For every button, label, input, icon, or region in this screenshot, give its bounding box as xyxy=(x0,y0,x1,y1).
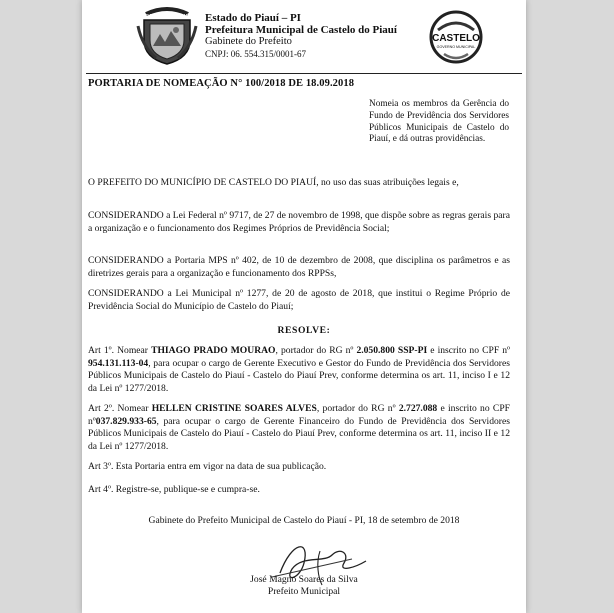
ementa: Nomeia os membros da Gerência do Fundo de Previdência dos Servidores Públicos Municipais de Castelo do Piauí, e dá outras providências. xyxy=(369,99,509,145)
header-divider xyxy=(86,73,522,74)
document-page xyxy=(82,0,526,613)
municipal-logo-icon xyxy=(418,10,494,64)
art1-prefix: Art 1º. Nomear xyxy=(88,345,152,356)
art2-text-2: e inscrito no CPF nº xyxy=(88,403,510,427)
document-title: PORTARIA DE NOMEAÇÃO N° 100/2018 DE 18.09.2018 xyxy=(88,78,355,89)
art1-cpf: 954.131.113-04 xyxy=(88,357,149,369)
considerando-3: CONSIDERANDO a Lei Municipal nº 1277, de 20 de agosto de 2018, que institui o Regime Próprio de Previdência Social do Município de Castelo do Piauí; xyxy=(88,288,510,312)
art1-rg: 2.050.800 SSP-PI xyxy=(356,345,428,356)
art2-name: HELLEN CRISTINE SOARES ALVES xyxy=(151,403,317,414)
art2-text-3: , para ocupar o cargo de Gerente Financeiro do Fundo de Previdência dos Servidores Públicos Municipais de Castelo do Piauí - Castelo do Piauí Prev, conforme determina os art. 11, inciso II e 12 da Lei nº 1277/2018. xyxy=(88,415,510,452)
logo-word: CASTELO xyxy=(432,33,480,44)
state-name: Estado do Piauí – PI xyxy=(205,12,301,24)
article-4: Art 4º. Registre-se, publique-se e cumpra-se. xyxy=(88,484,260,495)
cnpj: CNPJ: 06. 554.315/0001-67 xyxy=(205,49,307,59)
signer-role: Prefeito Municipal xyxy=(267,586,341,597)
art2-cpf: 037.829.933-65 xyxy=(95,415,157,427)
preamble: O PREFEITO DO MUNICÍPIO DE CASTELO DO PIAUÍ, no uso das suas atribuições legais e, xyxy=(88,177,459,188)
art1-text-2: e inscrito no CPF nº xyxy=(427,345,510,356)
article-2 xyxy=(88,403,510,453)
considerando-2: CONSIDERANDO a Portaria MPS nº 402, de 10 de dezembro de 2008, que disciplina os parâmetros e as diretrizes gerais para a organização e funcionamento dos RPPSs, xyxy=(88,255,510,279)
closing-line: Gabinete do Prefeito Municipal de Castelo do Piauí - PI, 18 de setembro de 2018 xyxy=(148,515,460,526)
signature-block xyxy=(82,574,526,598)
prefecture-name: Prefeitura Municipal de Castelo do Piauí xyxy=(205,24,397,36)
crest-text: CASTELO DO PIAUÍ xyxy=(145,13,189,18)
art1-name: THIAGO PRADO MOURAO xyxy=(151,345,276,356)
art1-text-1: , portador do RG nº xyxy=(275,345,357,356)
letterhead xyxy=(82,0,526,72)
article-1 xyxy=(88,345,510,395)
considerando-1: CONSIDERANDO a Lei Federal nº 9717, de 27 de novembro de 1998, que dispõe sobre as regras gerais para a organização e o funcionamento dos Regimes Próprios de Previdência Social; xyxy=(88,210,510,234)
art2-prefix: Art 2º. Nomear xyxy=(88,403,152,414)
letterhead-text xyxy=(205,12,397,60)
article-3: Art 3º. Esta Portaria entra em vigor na data de sua publicação. xyxy=(88,461,327,472)
resolve-heading: RESOLVE: xyxy=(277,325,331,336)
office-name: Gabinete do Prefeito xyxy=(205,36,292,47)
coat-of-arms-icon xyxy=(136,6,198,68)
art2-text-1: , portador do RG nº xyxy=(316,403,399,414)
art1-text-3: , para ocupar o cargo de Gerente Executivo e Gestor do Fundo de Previdência dos Servidores Públicos Municipais de Castelo do Piauí - Castelo do Piauí Prev, conforme determina os art. 11, inciso I e 12 da Lei nº 1277/2018. xyxy=(88,357,510,394)
logo-subtitle: GOVERNO MUNICIPAL xyxy=(436,45,476,49)
art2-rg: 2.727.088 xyxy=(398,403,438,414)
signer-name: José Magno Soares da Silva xyxy=(250,574,358,585)
